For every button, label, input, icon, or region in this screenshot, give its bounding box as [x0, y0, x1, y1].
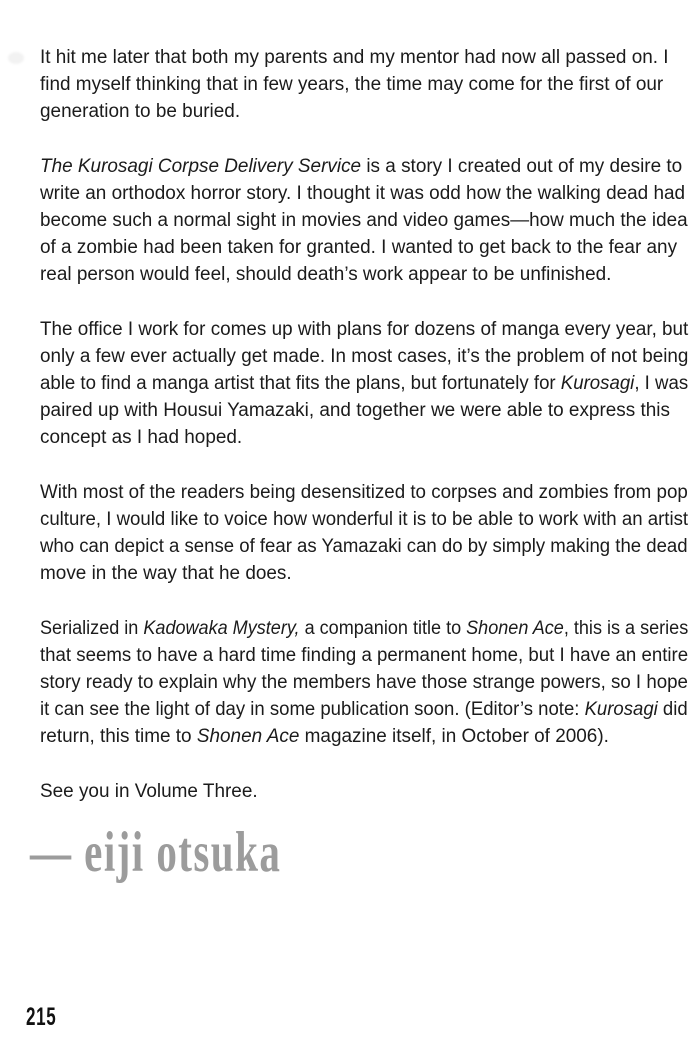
text-segment: culture, I would like to voice how wonderful it is to be able to work with an artist: [40, 509, 689, 530]
scan-smudge: [8, 52, 24, 64]
afterword-body-text: [40, 44, 690, 833]
paragraph: [40, 44, 690, 125]
text-segment: find myself thinking that in few years, the time may come for the first of our: [40, 74, 664, 95]
text-segment: move in the way that he does.: [40, 563, 292, 584]
text-segment: The office I work for comes up with plans for dozens of manga every year, but: [40, 319, 689, 340]
text-line: [40, 261, 688, 288]
text-line: [40, 98, 688, 125]
text-line: [40, 615, 689, 642]
text-segment: become such a normal sight in movies and video games—how much the idea: [40, 210, 688, 231]
paragraph: [40, 316, 690, 451]
text-segment: concept as I had hoped.: [40, 427, 243, 448]
text-segment: a companion title to: [299, 618, 467, 639]
text-line: [40, 669, 688, 696]
text-line: [40, 71, 688, 98]
text-segment: , this is a series: [563, 618, 689, 639]
text-segment: magazine itself, in October of 2006).: [299, 726, 609, 747]
text-segment: is a story I created out of my desire to: [361, 156, 683, 177]
text-segment: of a zombie had been taken for granted. I wanted to get back to the fear any: [40, 237, 678, 258]
text-segment: write an orthodox horror story. I thought it was odd how the walking dead had: [40, 183, 686, 204]
paragraph: [40, 778, 690, 805]
text-segment: Serialized in: [40, 618, 144, 639]
text-line: [40, 207, 686, 234]
text-line: [40, 343, 689, 370]
text-segment: did: [657, 699, 688, 720]
italic-text-segment: Kurosagi: [560, 373, 635, 394]
text-segment: paired up with Housui Yamazaki, and together we were able to express this: [40, 400, 670, 421]
text-line: [40, 723, 688, 750]
text-segment: story ready to explain why the members have those strange powers, so I hope: [40, 672, 688, 693]
text-line: [40, 44, 688, 71]
paragraph: [40, 153, 690, 288]
text-line: [40, 533, 688, 560]
italic-text-segment: Kadowaka Mystery,: [143, 618, 300, 639]
text-line: [40, 506, 689, 533]
text-line: [40, 642, 689, 669]
text-segment: return, this time to: [40, 726, 197, 747]
page-number: 215: [26, 1003, 57, 1031]
text-line: [40, 234, 688, 261]
text-segment: real person would feel, should death’s work appear to be unfinished.: [40, 264, 612, 285]
author-signature: — eiji otsuka: [30, 821, 282, 884]
paragraph: [40, 615, 690, 750]
text-line: [40, 778, 688, 805]
text-segment: , I was: [634, 373, 689, 394]
text-segment: It hit me later that both my parents and my mentor had now all passed on. I: [40, 47, 669, 68]
text-segment: it can see the light of day in some publication soon. (Editor’s note:: [40, 699, 585, 720]
italic-text-segment: Kurosagi: [584, 699, 658, 720]
text-segment: See you in Volume Three.: [40, 781, 258, 802]
text-line: [40, 316, 689, 343]
text-line: [40, 180, 688, 207]
text-line: [40, 370, 689, 397]
text-line: [40, 696, 688, 723]
text-line: [40, 479, 688, 506]
italic-text-segment: Shonen Ace: [466, 618, 564, 639]
text-line: [40, 153, 688, 180]
text-segment: only a few ever actually get made. In most cases, it’s the problem of not being: [40, 346, 689, 367]
italic-text-segment: Shonen Ace: [196, 726, 300, 747]
italic-text-segment: The Kurosagi Corpse Delivery Service: [40, 156, 362, 177]
text-segment: that seems to have a hard time finding a permanent home, but I have an entire: [40, 645, 689, 666]
paragraph: [40, 479, 690, 587]
text-line: [40, 424, 688, 451]
text-segment: able to find a manga artist that fits the plans, but fortunately for: [40, 373, 561, 394]
text-segment: generation to be buried.: [40, 101, 241, 122]
text-line: [40, 560, 688, 587]
text-segment: who can depict a sense of fear as Yamazaki can do by simply making the dead: [40, 536, 688, 557]
text-line: [40, 397, 688, 424]
text-segment: With most of the readers being desensitized to corpses and zombies from pop: [40, 482, 688, 503]
